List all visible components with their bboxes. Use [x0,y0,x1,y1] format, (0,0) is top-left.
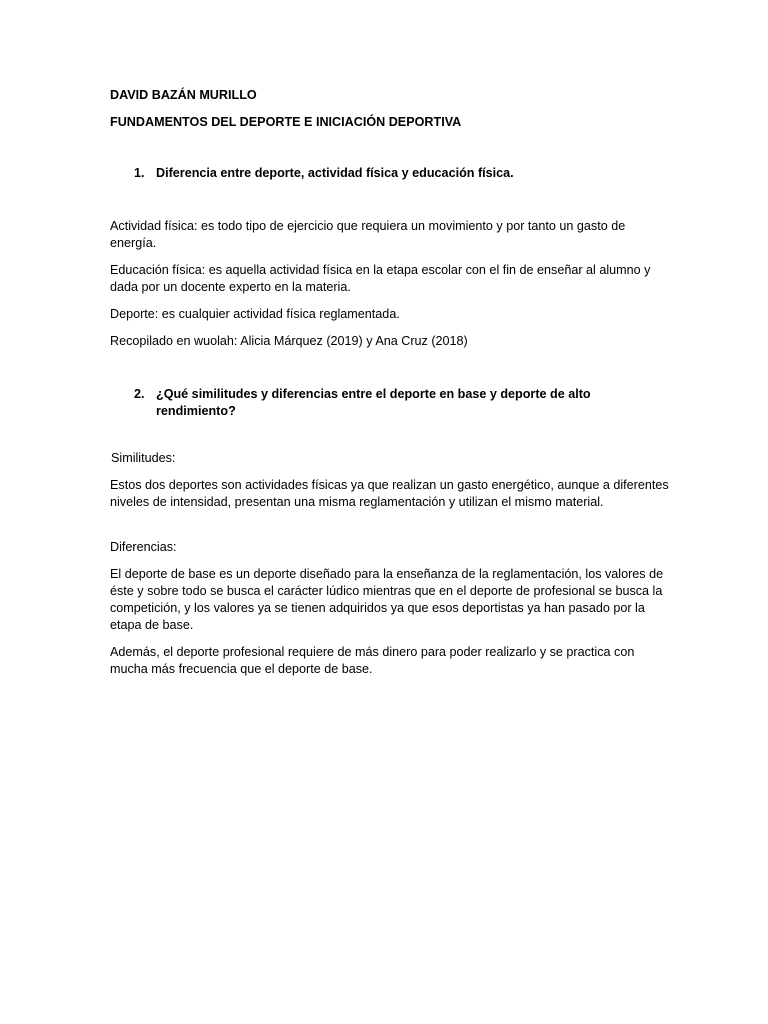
source-citation: Recopilado en wuolah: Alicia Márquez (2019) y Ana Cruz (2018) [110,334,468,348]
question-2-text: ¿Qué similitudes y diferencias entre el deporte en base y deporte de alto rendimiento? [156,387,591,418]
definition-actividad-fisica: Actividad física: es todo tipo de ejercicio que requiera un movimiento y por tanto un gasto de energía. [110,219,626,250]
definition-deporte: Deporte: es cualquier actividad física reglamentada. [110,307,400,321]
question-2 [134,386,670,420]
definition-educacion-fisica: Educación física: es aquella actividad física en la etapa escolar con el fin de enseñar al alumno y dada por un docente experto en la materia. [110,263,651,294]
document-content [110,87,670,688]
diferencias-text-1: El deporte de base es un deporte diseñado para la enseñanza de la reglamentación, los valores de éste y sobre todo se busca el carácter lúdico mientras que en el deporte de profesional se busca la competición, y los valores ya se tienen adquiridos ya que esos deportistas ya han pasado por la etapa de base. [110,567,664,632]
question-2-number: 2. [134,387,145,401]
question-1-number: 1. [134,166,145,180]
author-name: DAVID BAZÁN MURILLO [110,88,257,102]
subject-title: FUNDAMENTOS DEL DEPORTE E INICIACIÓN DEPORTIVA [110,115,462,129]
diferencias-heading: Diferencias: [110,540,177,554]
diferencias-text-2: Además, el deporte profesional requiere de más dinero para poder realizarlo y se practica con mucha más frecuencia que el deporte de base. [110,645,635,676]
question-1-text: Diferencia entre deporte, actividad física y educación física. [156,166,514,180]
question-1 [134,165,670,182]
similitudes-heading: Similitudes: [111,451,176,465]
similitudes-text: Estos dos deportes son actividades físicas ya que realizan un gasto energético, aunque a diferentes niveles de intensidad, presentan una misma reglamentación y utilizan el mismo material. [110,478,669,509]
